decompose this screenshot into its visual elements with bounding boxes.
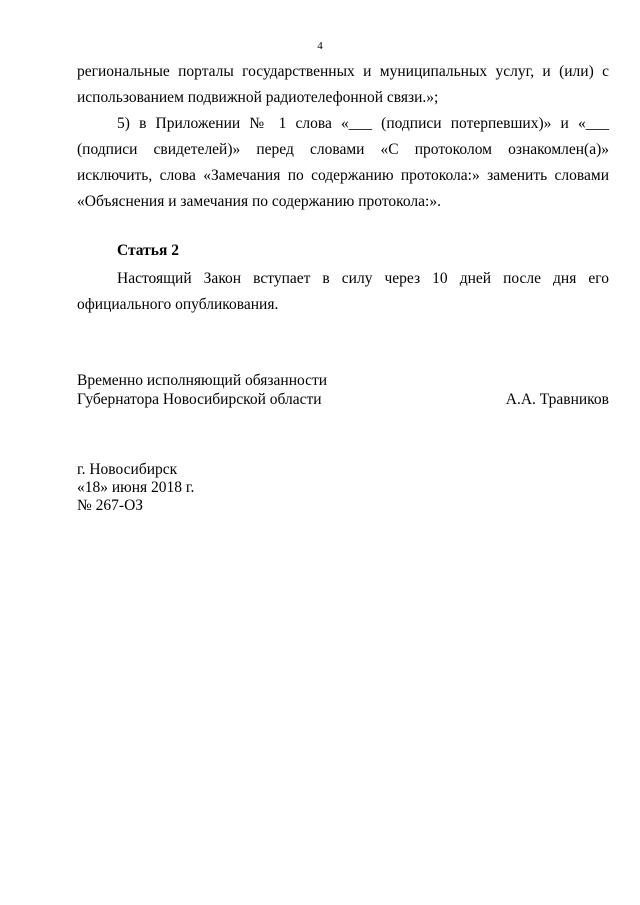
intro-paragraph: региональные порталы государственных и муниципальных услуг, и (или) с использованием подвижной радиотелефонной связи.»; [77,63,609,106]
signature-block [77,371,609,409]
page-number: 4 [317,40,323,52]
item-5-paragraph: 5) в Приложении № 1 слова «___ (подписи потерпевших)» и «___ (подписи свидетелей)» перед словами «С протоколом ознакомлен(а)» исключить, слова «Замечания по содержанию протокола:» заменить словами «Объяснения и замечания по содержанию протокола:». [77,115,609,210]
signatory-title-line-1: Временно исполняющий обязанности [77,372,328,389]
article-2-paragraph: Настоящий Закон вступает в силу через 10 дней после дня его официального опубликования. [77,270,609,313]
place-date-block [77,461,194,515]
article-2-heading: Статья 2 [117,242,179,259]
intro-paragraph-block [77,59,609,215]
article-2-body [77,266,609,318]
city: г. Новосибирск [77,461,178,478]
signatory-title-line-2: Губернатора Новосибирской области [77,391,322,408]
law-number: № 267-ОЗ [77,497,144,514]
signatory-name: А.А. Травников [505,391,609,408]
signatory-row [77,390,609,409]
law-date: «18» июня 2018 г. [77,479,195,496]
